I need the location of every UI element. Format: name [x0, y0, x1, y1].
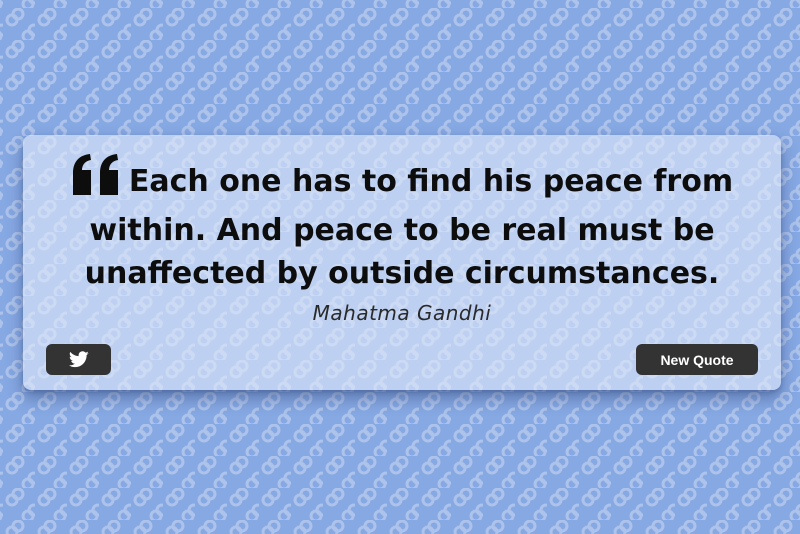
quote-author: Mahatma Gandhi	[312, 301, 492, 325]
quote-card	[23, 135, 781, 390]
tweet-button[interactable]	[46, 344, 111, 375]
twitter-icon	[69, 351, 89, 368]
quote-text: Each one has to find his peace from within. And peace to be real must be unaffected by outside circumstances.	[84, 164, 734, 291]
quote-left-icon	[71, 153, 123, 209]
quote-text-container	[43, 153, 761, 295]
new-quote-button[interactable]: New Quote	[636, 344, 758, 375]
